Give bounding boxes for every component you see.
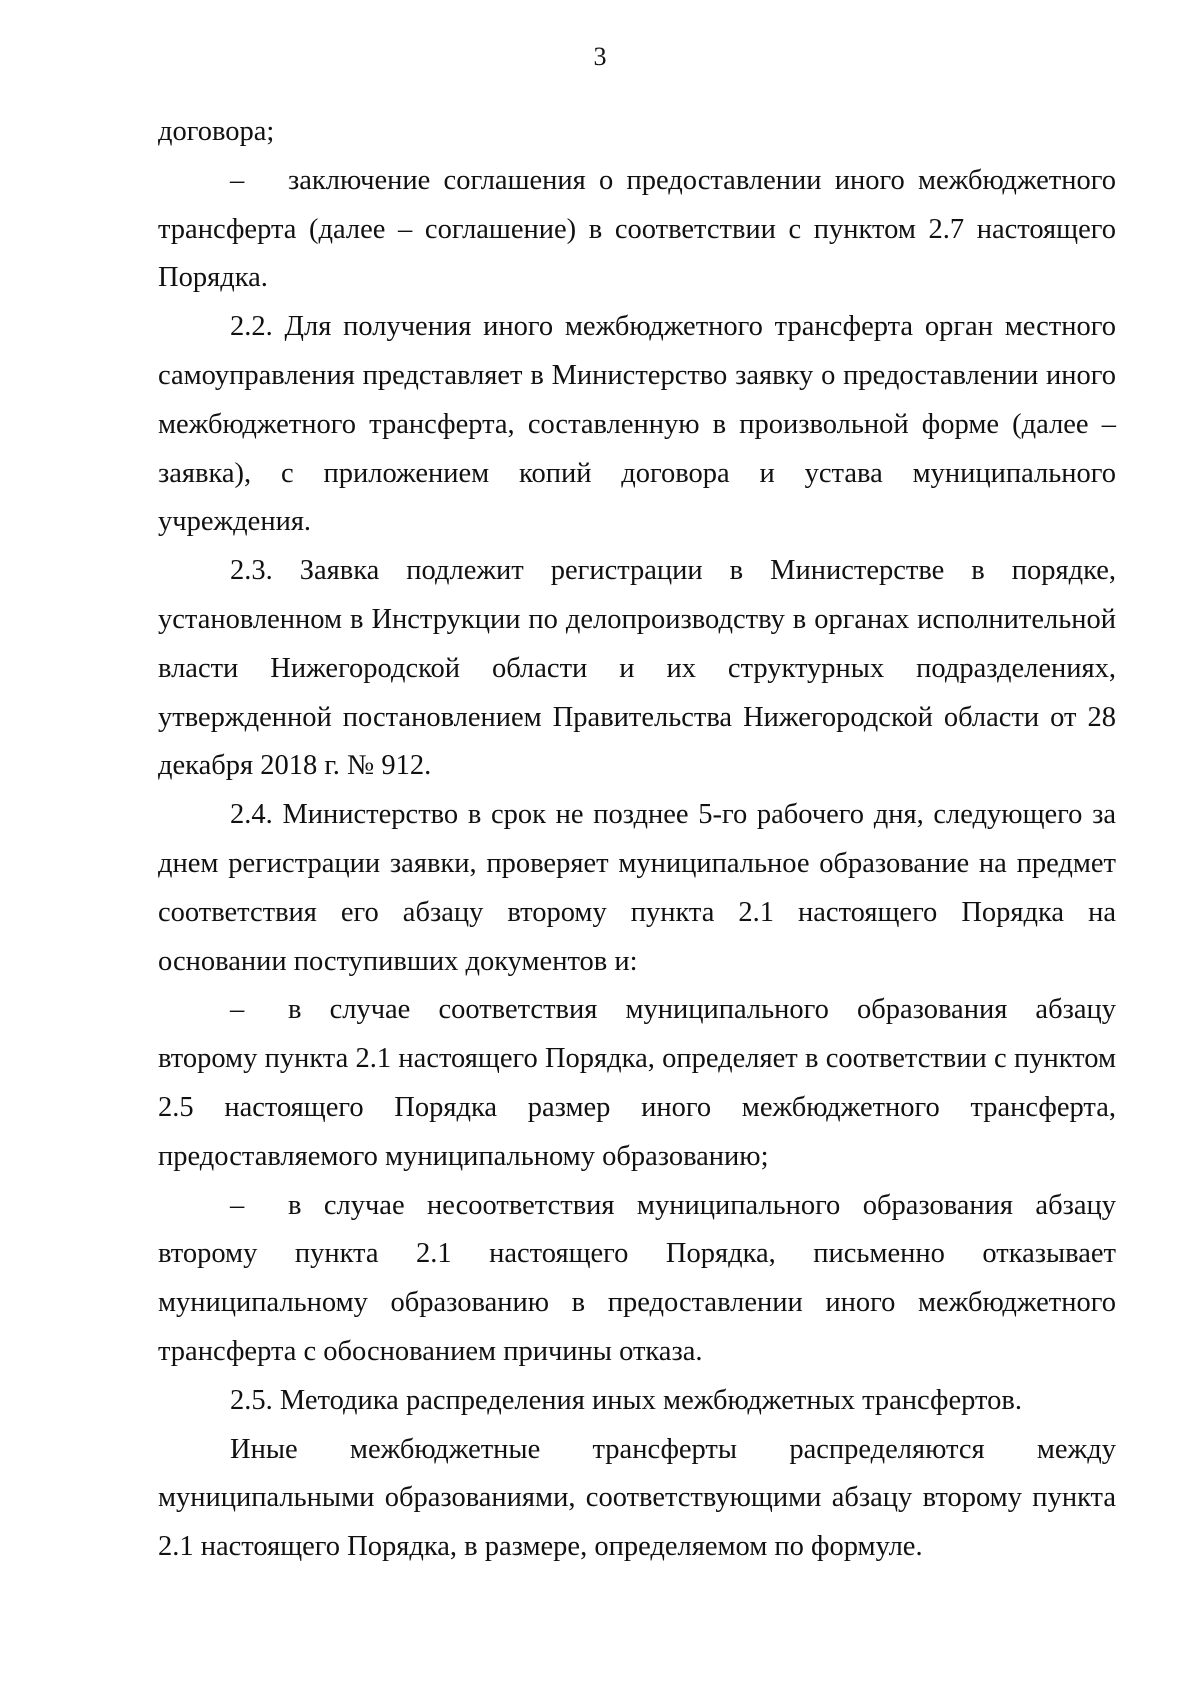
paragraph-text: в случае несоответствия муниципального образования абзацу второму пункта 2.1 настоящего Порядка, письменно отказывает муниципальному образованию в предоставлении иного межбюджетного трансферта с обоснованием причины отказа.	[158, 1189, 1116, 1367]
list-item-compliance	[158, 986, 1116, 1181]
distribution-paragraph	[158, 1426, 1116, 1572]
clause-2-5	[158, 1377, 1116, 1426]
paragraph-text: 2.5. Методика распределения иных межбюджетных трансфертов.	[230, 1384, 1022, 1416]
paragraph-text: Иные межбюджетные трансферты распределяются между муниципальными образованиями, соответствующими абзацу второму пункта 2.1 настоящего Порядка, в размере, определяемом по формуле.	[158, 1433, 1116, 1563]
paragraph-text: 2.3. Заявка подлежит регистрации в Министерстве в порядке, установленном в Инструкции по делопроизводству в органах исполнительной власти Нижегородской области и их структурных подразделениях, утвержденной постановлением Правительства Нижегородской области от 28 декабря 2018 г. № 912.	[158, 555, 1116, 782]
document-body	[158, 108, 1116, 1572]
clause-2-4	[158, 791, 1116, 986]
dash-marker: –	[230, 164, 245, 196]
paragraph-text: договора;	[158, 116, 275, 147]
page-number: 3	[593, 42, 607, 71]
paragraph-text: в случае соответствия муниципального образования абзацу второму пункта 2.1 настоящего Порядка, определяет в соответствии с пунктом 2.5 настоящего Порядка размер иного межбюджетного трансферта, предоставляемого муниципальному образованию;	[158, 994, 1116, 1172]
paragraph-text: 2.4. Министерство в срок не позднее 5-го рабочего дня, следующего за днем регистрации заявки, проверяет муниципальное образование на предмет соответствия его абзацу второму пункта 2.1 настоящего Порядка на основании поступивших документов и:	[158, 799, 1116, 977]
list-item-agreement	[158, 157, 1116, 303]
dash-marker: –	[230, 1189, 245, 1221]
clause-2-3	[158, 547, 1116, 791]
paragraph-continuation	[158, 108, 1116, 157]
paragraph-text: 2.2. Для получения иного межбюджетного трансферта орган местного самоуправления представляет в Министерство заявку о предоставлении иного межбюджетного трансферта, составленную в произвольной форме (далее – заявка), с приложением копий договора и устава муниципального учреждения.	[158, 311, 1116, 538]
paragraph-text: заключение соглашения о предоставлении иного межбюджетного трансферта (далее – соглашение) в соответствии с пунктом 2.7 настоящего Порядка.	[158, 164, 1116, 294]
dash-marker: –	[230, 994, 245, 1026]
list-item-noncompliance	[158, 1182, 1116, 1377]
clause-2-2	[158, 303, 1116, 547]
